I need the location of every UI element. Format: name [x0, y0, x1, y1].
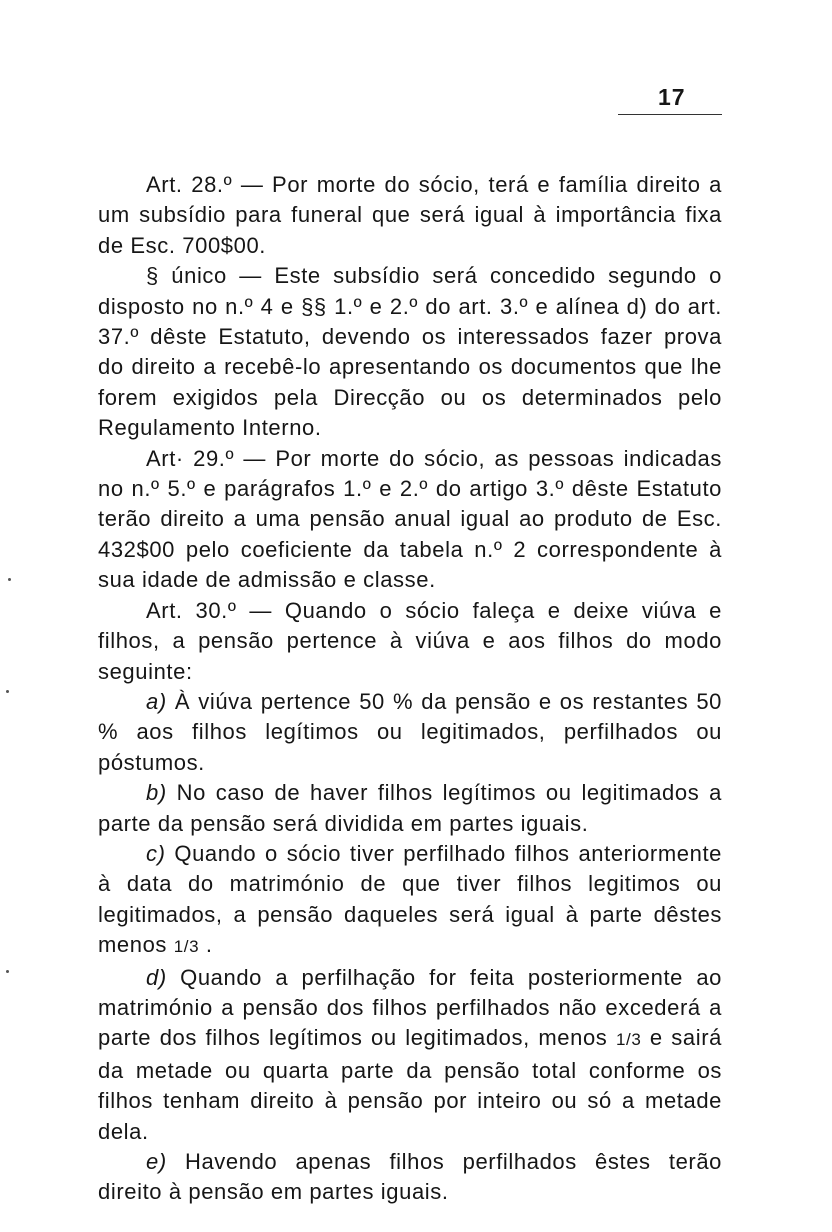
scan-speck — [6, 690, 9, 693]
paragraph-art-30: Art. 30.º — Quando o sócio faleça e deixe viúva e filhos, a pensão pertence à viúva e aos filhos do modo seguinte: — [98, 597, 722, 684]
list-item-d — [98, 963, 722, 1147]
item-label: c) — [146, 840, 166, 866]
item-label: a) — [146, 688, 167, 714]
page-number: 17 — [658, 84, 686, 110]
fraction: 1/3 — [173, 937, 200, 957]
item-text: Havendo apenas filhos perfilhados êstes terão direito à pensão em partes iguais. — [98, 1149, 722, 1205]
item-text: Quando a perfilhação for feita posteriormente ao matrimónio a pensão dos filhos perfilhados não excederá a parte dos filhos legítimos ou legitimados, menos — [98, 964, 723, 1051]
scan-speck — [8, 578, 11, 581]
item-text: Quando o sócio tiver perfilhado filhos anteriormente à data do matrimónio de que tiver filhos legitimos ou legitimados, a pensão daqueles será igual à parte dêstes menos — [98, 840, 723, 958]
item-text: No caso de haver filhos legítimos ou legitimados a parte da pensão será dividida em partes iguais. — [98, 780, 722, 836]
list-item-c — [98, 839, 722, 963]
list-item-a — [98, 687, 722, 778]
paragraph-art-29: Art· 29.º — Por morte do sócio, as pessoas indicadas no n.º 5.º e parágrafos 1.º e 2.º do artigo 3.º dêste Estatuto terão direito a uma pensão anual igual ao produto de Esc. 432$00 pelo coeficiente da tabela n.º 2 correspondente à sua idade de admissão e classe. — [98, 445, 722, 593]
item-label: b) — [146, 780, 167, 806]
item-tail: . — [199, 932, 213, 958]
list-item-e — [98, 1147, 722, 1208]
item-label: d) — [146, 964, 167, 990]
item-text: À viúva pertence 50 % da pensão e os restantes 50 % aos filhos legítimos ou legitimados, perfilhados ou póstumos. — [98, 688, 722, 775]
list-item-b — [98, 778, 722, 839]
body-text — [98, 170, 722, 1208]
paragraph-art-28-unico: § único — Este subsídio será concedido segundo o disposto no n.º 4 e §§ 1.º e 2.º do art. 3.º e alínea d) do art. 37.º dêste Estatuto, devendo os interessados fazer prova do direito a recebê-lo apresentando os documentos que lhe forem exigidos pela Direcção ou os determinados pelo Regulamento Interno. — [98, 263, 722, 441]
scan-speck — [6, 970, 9, 973]
fraction: 1/3 — [615, 1030, 642, 1050]
page-number-rule — [618, 114, 722, 115]
paragraph-art-28: Art. 28.º — Por morte do sócio, terá e família direito a um subsídio para funeral que será igual à importância fixa de Esc. 700$00. — [98, 172, 722, 258]
item-label: e) — [146, 1149, 167, 1174]
item-tail: e sairá da metade ou quarta parte da pensão total conforme os filhos tenham direito à pensão por inteiro ou só a metade dela. — [98, 1025, 722, 1144]
